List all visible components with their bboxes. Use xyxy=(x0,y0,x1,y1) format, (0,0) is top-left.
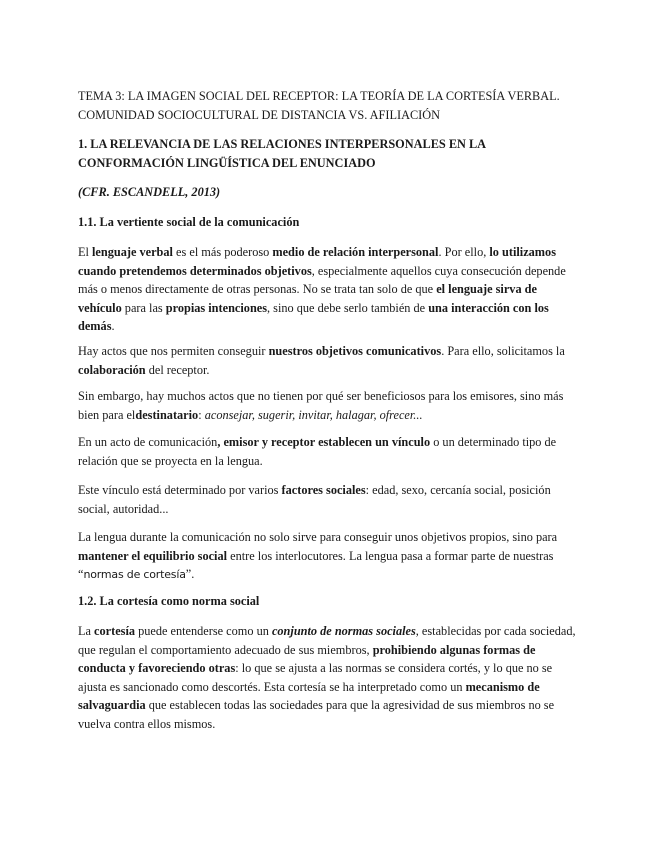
text-run: , sino que debe serlo también de xyxy=(267,300,429,315)
bold-run: mantener el equilibrio social xyxy=(78,548,228,563)
bold-run: nuestros objetivos comunicativos xyxy=(268,344,442,358)
text-run: En un acto de comunicación xyxy=(78,435,218,449)
section-1-1-heading: 1.1. La vertiente social de la comunicación xyxy=(78,215,300,229)
text-run: Hay actos que nos permiten conseguir xyxy=(78,344,269,358)
text-run: La lengua durante la comunicación no solo sirve para conseguir unos objetivos propios, sino para xyxy=(78,530,558,544)
bold-run: lenguaje verbal xyxy=(92,245,173,259)
text-run: que establecen todas las sociedades para que la agresividad de sus miembros no se vuelva contra ellos mismos. xyxy=(78,698,555,731)
text-run: o un determinado tipo de relación que se proyecta en la lengua. xyxy=(78,435,557,468)
bold-run: , emisor y receptor establecen un vínculo xyxy=(217,435,431,449)
paragraph-2 xyxy=(78,342,578,379)
paragraph-7 xyxy=(78,622,578,734)
document-title: TEMA 3: LA IMAGEN SOCIAL DEL RECEPTOR: LA TEORÍA DE LA CORTESÍA VERBAL. COMUNIDAD SOCIOCULTURAL DE DISTANCIA VS. AFILIACIÓN xyxy=(78,89,560,122)
bold-run: destinatario xyxy=(135,407,199,422)
text-run: es el más poderoso xyxy=(172,245,273,259)
paragraph-5 xyxy=(78,481,578,518)
section-1-2-heading: 1.2. La cortesía como norma social xyxy=(78,594,260,608)
text-run: para las xyxy=(121,300,166,315)
text-run: La xyxy=(78,624,95,638)
bold-run: factores sociales xyxy=(281,483,366,497)
paragraph-1 xyxy=(78,243,578,336)
bold-run: lo utilizamos cuando pretendemos determinados objetivos xyxy=(78,245,556,278)
bold-run: prohibiendo algunas formas de conducta y favoreciendo otras xyxy=(78,642,536,676)
text-run: : edad, sexo, cercanía social, posición social, autoridad... xyxy=(78,483,551,516)
bold-italic-run: conjunto de normas sociales xyxy=(271,624,416,638)
text-run: : lo que se ajusta a las normas se considera cortés, y lo que no se ajusta es sancionado como descortés. Esta cortesía se ha interpretado como un xyxy=(78,661,553,694)
text-run: , especialmente aquellos cuya consecución depende más o menos directamente de otras personas. No se trata tan solo de que xyxy=(78,263,566,297)
bold-run: cortesía xyxy=(94,624,136,638)
bold-run: mecanismo de salvaguardia xyxy=(78,679,540,713)
paragraph-6 xyxy=(78,528,578,585)
text-run: . Para ello, solicitamos la xyxy=(441,344,565,358)
paragraph-4 xyxy=(78,433,578,470)
text-run: , establecidas por cada sociedad, que regulan el comportamiento adecuado de sus miembros, xyxy=(78,624,576,657)
text-run: El xyxy=(78,245,93,259)
text-run: . Por ello, xyxy=(438,245,490,259)
text-run: : xyxy=(198,407,205,422)
text-run: puede entenderse como un xyxy=(135,624,272,638)
text-run: Sin embargo, hay muchos actos que no tienen por qué ser beneficiosos para los emisores, sino más bien para el xyxy=(78,389,564,422)
paragraph-3 xyxy=(78,387,578,424)
citation: (CFR. ESCANDELL, 2013) xyxy=(78,185,221,199)
text-run: . xyxy=(111,319,115,334)
bold-run: medio de relación interpersonal xyxy=(272,245,439,259)
bold-run: el lenguaje sirva de vehículo xyxy=(78,282,537,315)
section-1-heading: 1. LA RELEVANCIA DE LAS RELACIONES INTERPERSONALES EN LA CONFORMACIÓN LINGÜÍSTICA DEL ENUNCIADO xyxy=(78,137,486,170)
sans-run: normas de cortesía xyxy=(83,568,186,582)
text-run: entre los interlocutores. La lengua pasa a formar parte de nuestras “ xyxy=(78,548,554,582)
italic-run: aconsejar, sugerir, invitar, halagar, ofrecer... xyxy=(204,407,423,422)
text-run: ”. xyxy=(185,567,195,582)
bold-run: propias intenciones xyxy=(165,300,268,315)
text-run: del receptor. xyxy=(145,362,210,377)
bold-run: una interacción con los demás xyxy=(78,300,549,334)
text-run: Este vínculo está determinado por varios xyxy=(78,483,282,497)
bold-run: colaboración xyxy=(78,362,146,377)
